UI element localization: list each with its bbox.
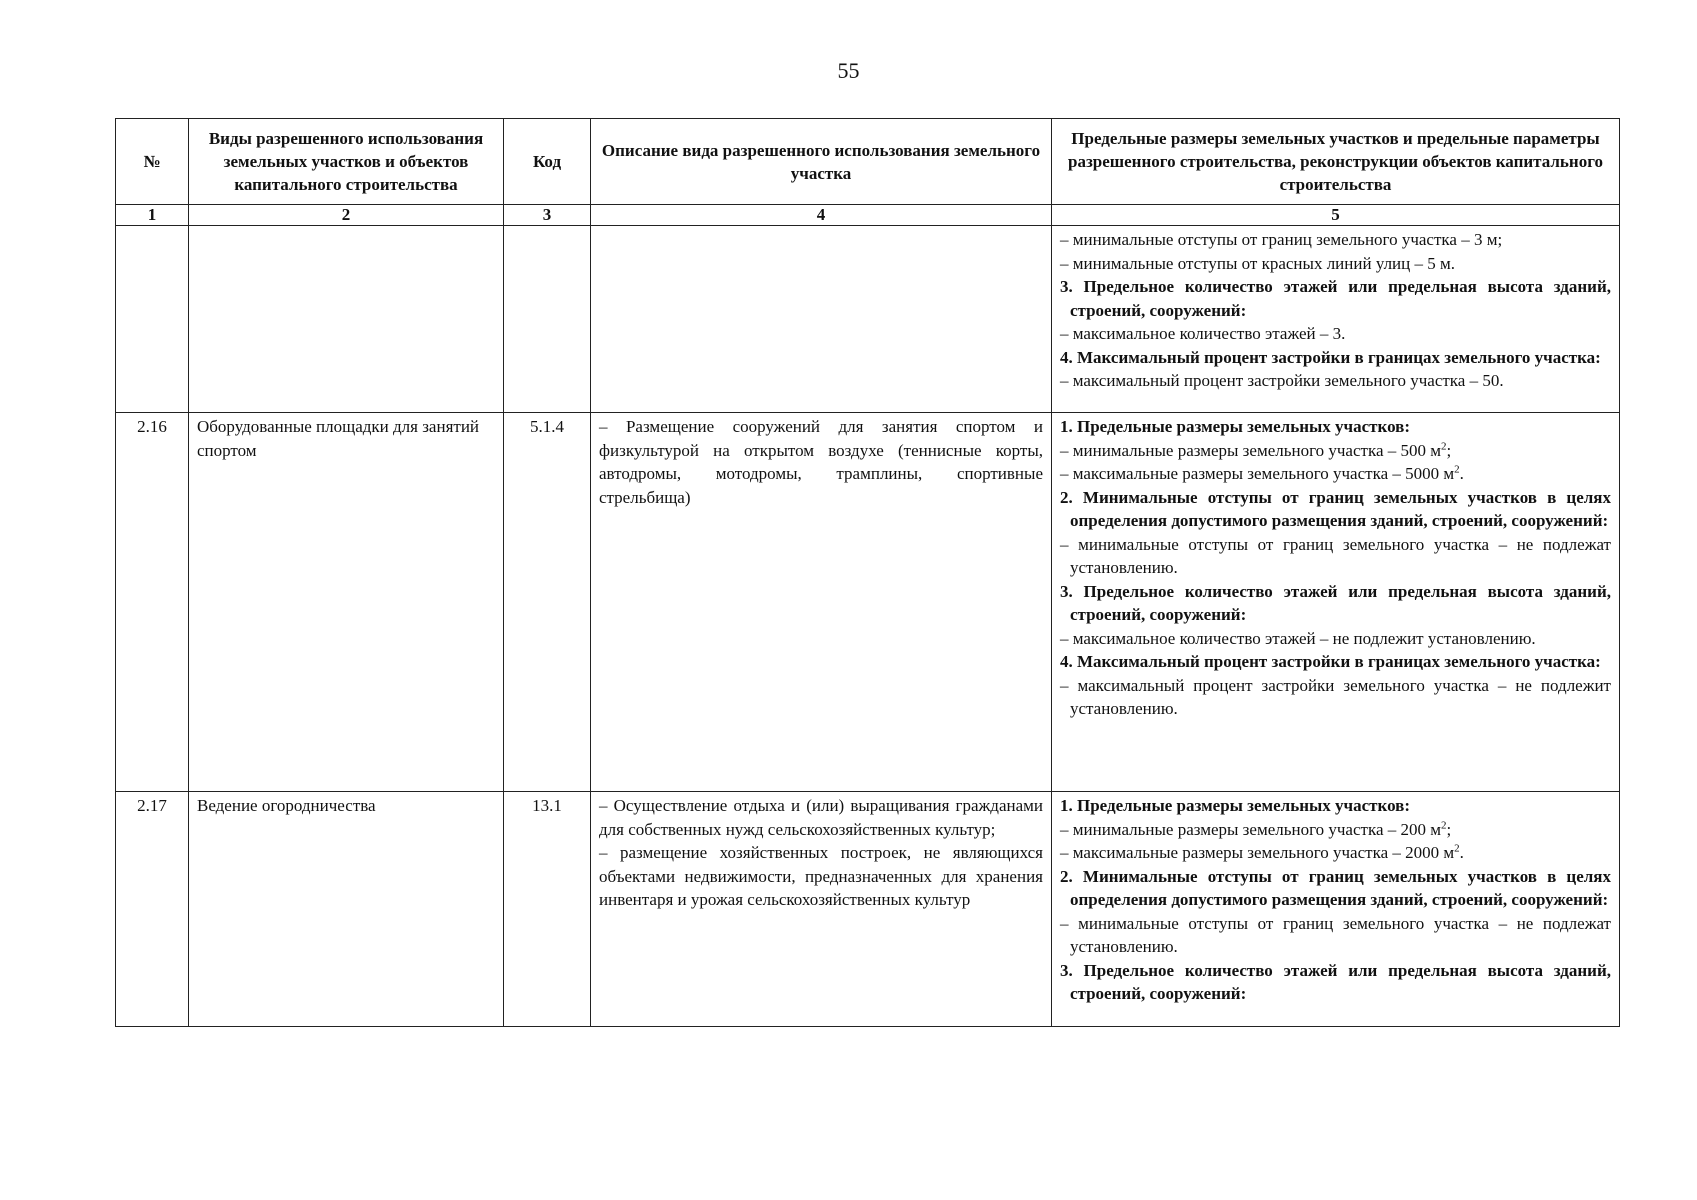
parameter-heading: [1060, 959, 1611, 1006]
header-code: Код: [504, 119, 591, 205]
parameter-item: [1060, 627, 1611, 651]
parameter-text: – максимальный процент застройки земельного участка – не подлежит установлению.: [1060, 675, 1611, 718]
superscript: 2: [1441, 439, 1447, 452]
cell-number: 2.16: [116, 413, 189, 792]
header-use-type: Виды разрешенного использования земельных участков и объектов капитального строительства: [189, 119, 504, 205]
cell-parameters: [1052, 413, 1620, 792]
cell-code: 5.1.4: [504, 413, 591, 792]
parameter-item: [1060, 841, 1611, 865]
parameter-text: 4. Максимальный процент застройки в границах земельного участка:: [1060, 347, 1601, 367]
column-number-row: [116, 205, 1620, 226]
cell-parameters: [1052, 792, 1620, 1027]
parameter-heading: [1060, 580, 1611, 627]
parameter-punctuation: ;: [1446, 819, 1452, 839]
parameter-text: – минимальные отступы от границ земельного участка – 3 м;: [1060, 230, 1503, 249]
parameter-punctuation: ;: [1446, 440, 1452, 460]
column-number: 1: [116, 205, 189, 226]
column-number: 5: [1052, 205, 1620, 226]
parameter-text: – минимальные размеры земельного участка – 500 м: [1060, 440, 1442, 460]
parameter-heading: [1060, 346, 1611, 370]
table-row: [116, 226, 1620, 413]
parameter-text: – максимальный процент застройки земельного участка – 50.: [1060, 371, 1504, 390]
cell-use-type: Оборудованные площадки для занятий спортом: [189, 413, 504, 792]
parameter-item: [1060, 228, 1611, 252]
header-number: №: [116, 119, 189, 205]
parameter-item: [1060, 322, 1611, 346]
parameter-text: – минимальные отступы от границ земельного участка – не подлежат установлению.: [1060, 534, 1611, 577]
description-line: – размещение хозяйственных построек, не являющихся объектами недвижимости, предназначенных для хранения инвентаря и урожая сельскохозяйственных культур: [599, 843, 1043, 909]
description-line: – Размещение сооружений для занятия спортом и физкультурой на открытом воздухе (теннисные корты, автодромы, мотодромы, трамплины, спортивные стрельбища): [599, 417, 1043, 507]
header-parameters: Предельные размеры земельных участков и предельные параметры разрешенного строительства, реконструкции объектов капитального строительства: [1052, 119, 1620, 205]
parameter-item: [1060, 533, 1611, 580]
cell-description: [591, 413, 1052, 792]
parameter-item: [1060, 369, 1611, 393]
parameter-item: [1060, 818, 1611, 842]
cell-parameters: [1052, 226, 1620, 413]
column-number: 4: [591, 205, 1052, 226]
parameter-item: [1060, 252, 1611, 276]
column-number: 3: [504, 205, 591, 226]
parameter-item: [1060, 462, 1611, 486]
description-line: – Осуществление отдыха и (или) выращивания гражданами для собственных нужд сельскохозяйственных культур;: [599, 796, 1043, 839]
parameter-text: 1. Предельные размеры земельных участков:: [1060, 796, 1411, 815]
cell-description: [591, 226, 1052, 413]
cell-description: [591, 792, 1052, 1027]
parameter-item: [1060, 674, 1611, 721]
superscript: 2: [1454, 463, 1460, 476]
table-body: [116, 226, 1620, 1027]
superscript: 2: [1441, 818, 1447, 831]
parameter-text: 2. Минимальные отступы от границ земельных участков в целях определения допустимого размещения зданий, строений, сооружений:: [1060, 866, 1611, 909]
parameter-text: – максимальное количество этажей – не подлежит установлению.: [1060, 628, 1536, 648]
parameter-heading: [1060, 275, 1611, 322]
parameter-heading: [1060, 865, 1611, 912]
parameter-text: 4. Максимальный процент застройки в границах земельного участка:: [1060, 652, 1601, 671]
parameter-punctuation: .: [1459, 843, 1464, 862]
parameter-text: – минимальные отступы от красных линий улиц – 5 м.: [1060, 253, 1456, 273]
parameter-text: – максимальные размеры земельного участка – 5000 м: [1060, 464, 1455, 483]
cell-number: [116, 226, 189, 413]
parameter-heading: [1060, 650, 1611, 674]
table-header-row: [116, 119, 1620, 205]
parameter-heading: [1060, 415, 1611, 439]
cell-use-type: Ведение огородничества: [189, 792, 504, 1027]
header-description: Описание вида разрешенного использования земельного участка: [591, 119, 1052, 205]
table-row: [116, 413, 1620, 792]
table-row: [116, 792, 1620, 1027]
parameter-text: 1. Предельные размеры земельных участков:: [1060, 417, 1411, 436]
parameter-heading: [1060, 486, 1611, 533]
parameter-text: 2. Минимальные отступы от границ земельных участков в целях определения допустимого размещения зданий, строений, сооружений:: [1060, 487, 1611, 530]
parameter-item: [1060, 439, 1611, 463]
column-number: 2: [189, 205, 504, 226]
parameter-heading: [1060, 794, 1611, 818]
parameter-text: – максимальное количество этажей – 3.: [1060, 324, 1346, 343]
superscript: 2: [1454, 842, 1460, 855]
cell-use-type: [189, 226, 504, 413]
page-number: 55: [837, 58, 860, 83]
land-use-table: [115, 118, 1620, 1027]
parameter-text: – минимальные размеры земельного участка – 200 м: [1060, 819, 1442, 839]
parameter-text: 3. Предельное количество этажей или предельная высота зданий, строений, сооружений:: [1060, 960, 1611, 1003]
cell-code: [504, 226, 591, 413]
parameter-text: 3. Предельное количество этажей или предельная высота зданий, строений, сооружений:: [1060, 277, 1611, 320]
parameter-text: – максимальные размеры земельного участка – 2000 м: [1060, 843, 1455, 862]
parameter-item: [1060, 912, 1611, 959]
parameter-punctuation: .: [1459, 464, 1464, 483]
cell-number: 2.17: [116, 792, 189, 1027]
parameter-text: – минимальные отступы от границ земельного участка – не подлежат установлению.: [1060, 913, 1611, 956]
cell-code: 13.1: [504, 792, 591, 1027]
parameter-text: 3. Предельное количество этажей или предельная высота зданий, строений, сооружений:: [1060, 581, 1611, 624]
